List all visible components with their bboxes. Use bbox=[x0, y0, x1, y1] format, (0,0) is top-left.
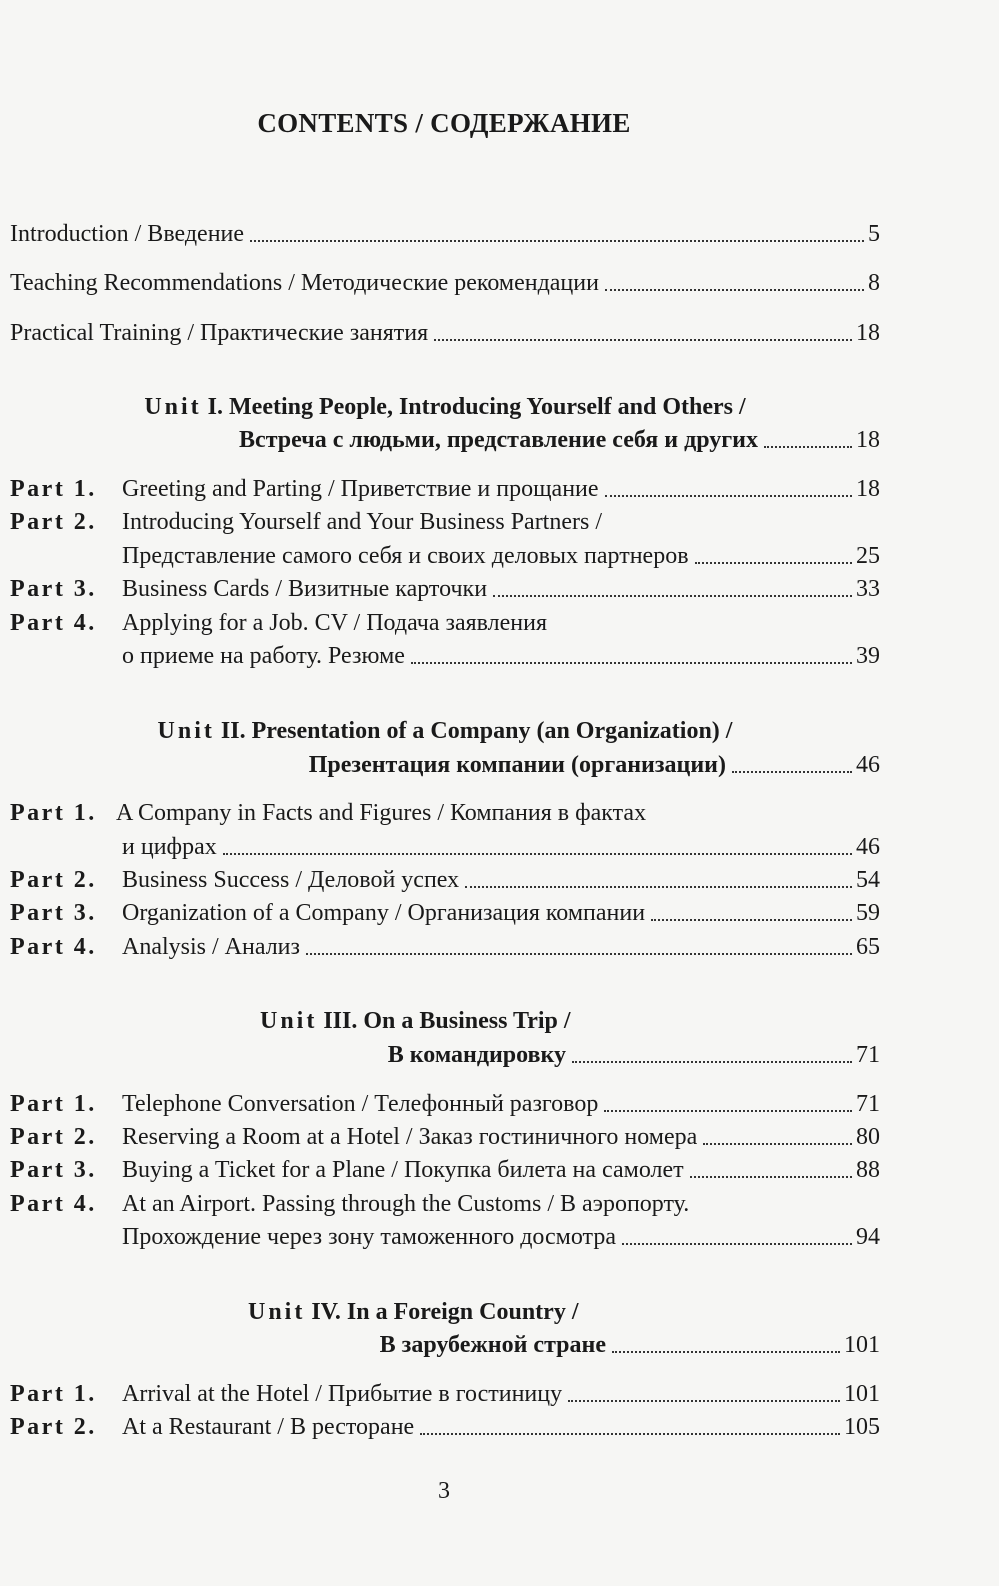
toc-entry-unit2-part2[interactable] bbox=[10, 865, 880, 895]
toc-entry-unit1-part1[interactable] bbox=[10, 474, 880, 504]
entry-page: 94 bbox=[856, 1224, 880, 1250]
toc-entry-unit1-part3[interactable] bbox=[10, 574, 880, 604]
unit-title-ru: В командировку bbox=[387, 1042, 566, 1068]
entry-label: At a Restaurant / В ресторане bbox=[122, 1414, 415, 1440]
dot-leader bbox=[604, 1110, 852, 1112]
entry-label: Introduction / Введение bbox=[10, 221, 245, 247]
dot-leader bbox=[223, 853, 852, 855]
unit-word: Unit bbox=[248, 1299, 306, 1325]
page-title: CONTENTS / СОДЕРЖАНИЕ bbox=[257, 108, 631, 138]
part-number: Part 3. bbox=[10, 1157, 97, 1183]
entry-label: Buying a Ticket for a Plane / Покупка билета на самолет bbox=[122, 1157, 684, 1183]
dot-leader bbox=[420, 1433, 840, 1435]
dot-leader bbox=[250, 240, 864, 242]
part-number: Part 1. bbox=[10, 476, 97, 502]
entry-page: 46 bbox=[856, 752, 880, 778]
dot-leader bbox=[764, 446, 852, 448]
part-number: Part 1. bbox=[10, 1091, 97, 1117]
entry-page: 18 bbox=[856, 427, 880, 453]
entry-label: Telephone Conversation / Телефонный разговор bbox=[122, 1091, 599, 1117]
entry-page: 5 bbox=[868, 221, 880, 247]
entry-page: 46 bbox=[856, 834, 880, 860]
entry-page: 33 bbox=[856, 576, 880, 602]
entry-page: 8 bbox=[868, 270, 880, 296]
entry-label: At an Airport. Passing through the Customs / В аэропорту. bbox=[122, 1191, 690, 1217]
unit-title: III. On a Business Trip / bbox=[323, 1008, 571, 1034]
entry-label: Business Cards / Визитные карточки bbox=[122, 576, 488, 602]
unit-2-subtitle[interactable] bbox=[309, 750, 880, 780]
part-number: Part 2. bbox=[10, 1414, 97, 1440]
page-number: 3 bbox=[438, 1478, 450, 1504]
unit-4-subtitle[interactable] bbox=[380, 1330, 880, 1360]
entry-label: Practical Training / Практические занятия bbox=[10, 320, 429, 346]
part-number: Part 4. bbox=[10, 610, 97, 636]
entry-label: Applying for a Job. CV / Подача заявления bbox=[122, 610, 548, 636]
dot-leader bbox=[703, 1143, 852, 1145]
entry-label: Business Success / Деловой успех bbox=[122, 867, 460, 893]
dot-leader bbox=[568, 1400, 840, 1402]
entry-label: Analysis / Анализ bbox=[122, 934, 301, 960]
entry-label: Teaching Recommendations / Методические рекомендации bbox=[10, 270, 599, 296]
dot-leader bbox=[651, 919, 852, 921]
toc-entry-practical-training[interactable] bbox=[10, 318, 880, 348]
toc-entry-unit1-part4[interactable] bbox=[10, 608, 880, 638]
entry-page: 18 bbox=[856, 476, 880, 502]
toc-entry-unit2-part1[interactable] bbox=[10, 798, 880, 828]
entry-page: 101 bbox=[844, 1381, 880, 1407]
toc-entry-teaching-recommendations[interactable] bbox=[10, 268, 880, 298]
part-number: Part 1. bbox=[10, 1381, 97, 1407]
unit-title-ru: В зарубежной стране bbox=[379, 1332, 606, 1358]
entry-label: Reserving a Room at a Hotel / Заказ гостиничного номера bbox=[122, 1124, 698, 1150]
entry-page: 105 bbox=[844, 1414, 880, 1440]
toc-entry-unit1-part2-cont[interactable] bbox=[10, 541, 880, 571]
part-number: Part 3. bbox=[10, 576, 97, 602]
toc-entry-unit3-part2[interactable] bbox=[10, 1122, 880, 1152]
entry-page: 25 bbox=[856, 543, 880, 569]
part-number: Part 4. bbox=[10, 934, 97, 960]
entry-page: 18 bbox=[856, 320, 880, 346]
entry-page: 71 bbox=[856, 1042, 880, 1068]
part-number: Part 1. bbox=[10, 800, 97, 826]
entry-label: Представление самого себя и своих деловых партнеров bbox=[122, 543, 689, 569]
entry-label: Introducing Yourself and Your Business Partners / bbox=[122, 509, 602, 535]
entry-page: 39 bbox=[856, 643, 880, 669]
unit-1-heading[interactable] bbox=[10, 392, 880, 422]
toc-entry-unit3-part3[interactable] bbox=[10, 1155, 880, 1185]
entry-label: Прохождение через зону таможенного досмотра bbox=[122, 1224, 616, 1250]
dot-leader bbox=[434, 339, 852, 341]
dot-leader bbox=[690, 1176, 852, 1178]
toc-entry-introduction[interactable] bbox=[10, 219, 880, 249]
part-number: Part 3. bbox=[10, 900, 97, 926]
unit-4-heading[interactable] bbox=[248, 1297, 880, 1327]
toc-entry-unit4-part2[interactable] bbox=[10, 1412, 880, 1442]
entry-page: 59 bbox=[856, 900, 880, 926]
toc-entry-unit3-part4[interactable] bbox=[10, 1189, 880, 1219]
entry-page: 54 bbox=[856, 867, 880, 893]
entry-label: A Company in Facts and Figures / Компания в фактах bbox=[116, 800, 647, 826]
entry-label: Greeting and Parting / Приветствие и прощание bbox=[122, 476, 599, 502]
unit-word: Unit bbox=[260, 1008, 318, 1034]
unit-title-ru: Встреча с людьми, представление себя и других bbox=[239, 427, 758, 453]
dot-leader bbox=[465, 886, 852, 888]
dot-leader bbox=[572, 1061, 852, 1063]
unit-title: I. Meeting People, Introducing Yourself and Others / bbox=[207, 394, 746, 420]
dot-leader bbox=[612, 1351, 840, 1353]
toc-entry-unit3-part4-cont[interactable] bbox=[10, 1222, 880, 1252]
unit-title-ru: Презентация компании (организации) bbox=[308, 752, 726, 778]
unit-word: Unit bbox=[157, 718, 215, 744]
unit-title: II. Presentation of a Company (an Organization) / bbox=[220, 718, 733, 744]
part-number: Part 2. bbox=[10, 867, 97, 893]
unit-3-heading[interactable] bbox=[260, 1006, 880, 1036]
entry-page: 65 bbox=[856, 934, 880, 960]
toc-entry-unit1-part2[interactable] bbox=[10, 507, 880, 537]
dot-leader bbox=[306, 953, 852, 955]
dot-leader bbox=[695, 562, 852, 564]
entry-label: и цифрах bbox=[122, 834, 217, 860]
dot-leader bbox=[493, 595, 852, 597]
dot-leader bbox=[605, 495, 852, 497]
toc-entry-unit2-part1-cont[interactable] bbox=[10, 832, 880, 862]
dot-leader bbox=[605, 289, 864, 291]
unit-title: IV. In a Foreign Country / bbox=[311, 1299, 579, 1325]
dot-leader bbox=[622, 1243, 852, 1245]
toc-entry-unit4-part1[interactable] bbox=[10, 1379, 880, 1409]
entry-page: 101 bbox=[844, 1332, 880, 1358]
unit-word: Unit bbox=[144, 394, 202, 420]
entry-page: 71 bbox=[856, 1091, 880, 1117]
toc-entry-unit1-part4-cont[interactable] bbox=[10, 641, 880, 671]
unit-1-subtitle[interactable] bbox=[239, 425, 880, 455]
entry-label: Arrival at the Hotel / Прибытие в гостиницу bbox=[122, 1381, 563, 1407]
dot-leader bbox=[411, 662, 852, 664]
toc-entry-unit2-part3[interactable] bbox=[10, 898, 880, 928]
toc-entry-unit3-part1[interactable] bbox=[10, 1089, 880, 1119]
part-number: Part 2. bbox=[10, 509, 97, 535]
part-number: Part 4. bbox=[10, 1191, 97, 1217]
part-number: Part 2. bbox=[10, 1124, 97, 1150]
unit-3-subtitle[interactable] bbox=[388, 1040, 880, 1070]
entry-label: о приеме на работу. Резюме bbox=[122, 643, 405, 669]
entry-label: Organization of a Company / Организация компании bbox=[122, 900, 646, 926]
entry-page: 88 bbox=[856, 1157, 880, 1183]
entry-page: 80 bbox=[856, 1124, 880, 1150]
toc-entry-unit2-part4[interactable] bbox=[10, 932, 880, 962]
dot-leader bbox=[732, 771, 852, 773]
unit-2-heading[interactable] bbox=[10, 716, 880, 746]
